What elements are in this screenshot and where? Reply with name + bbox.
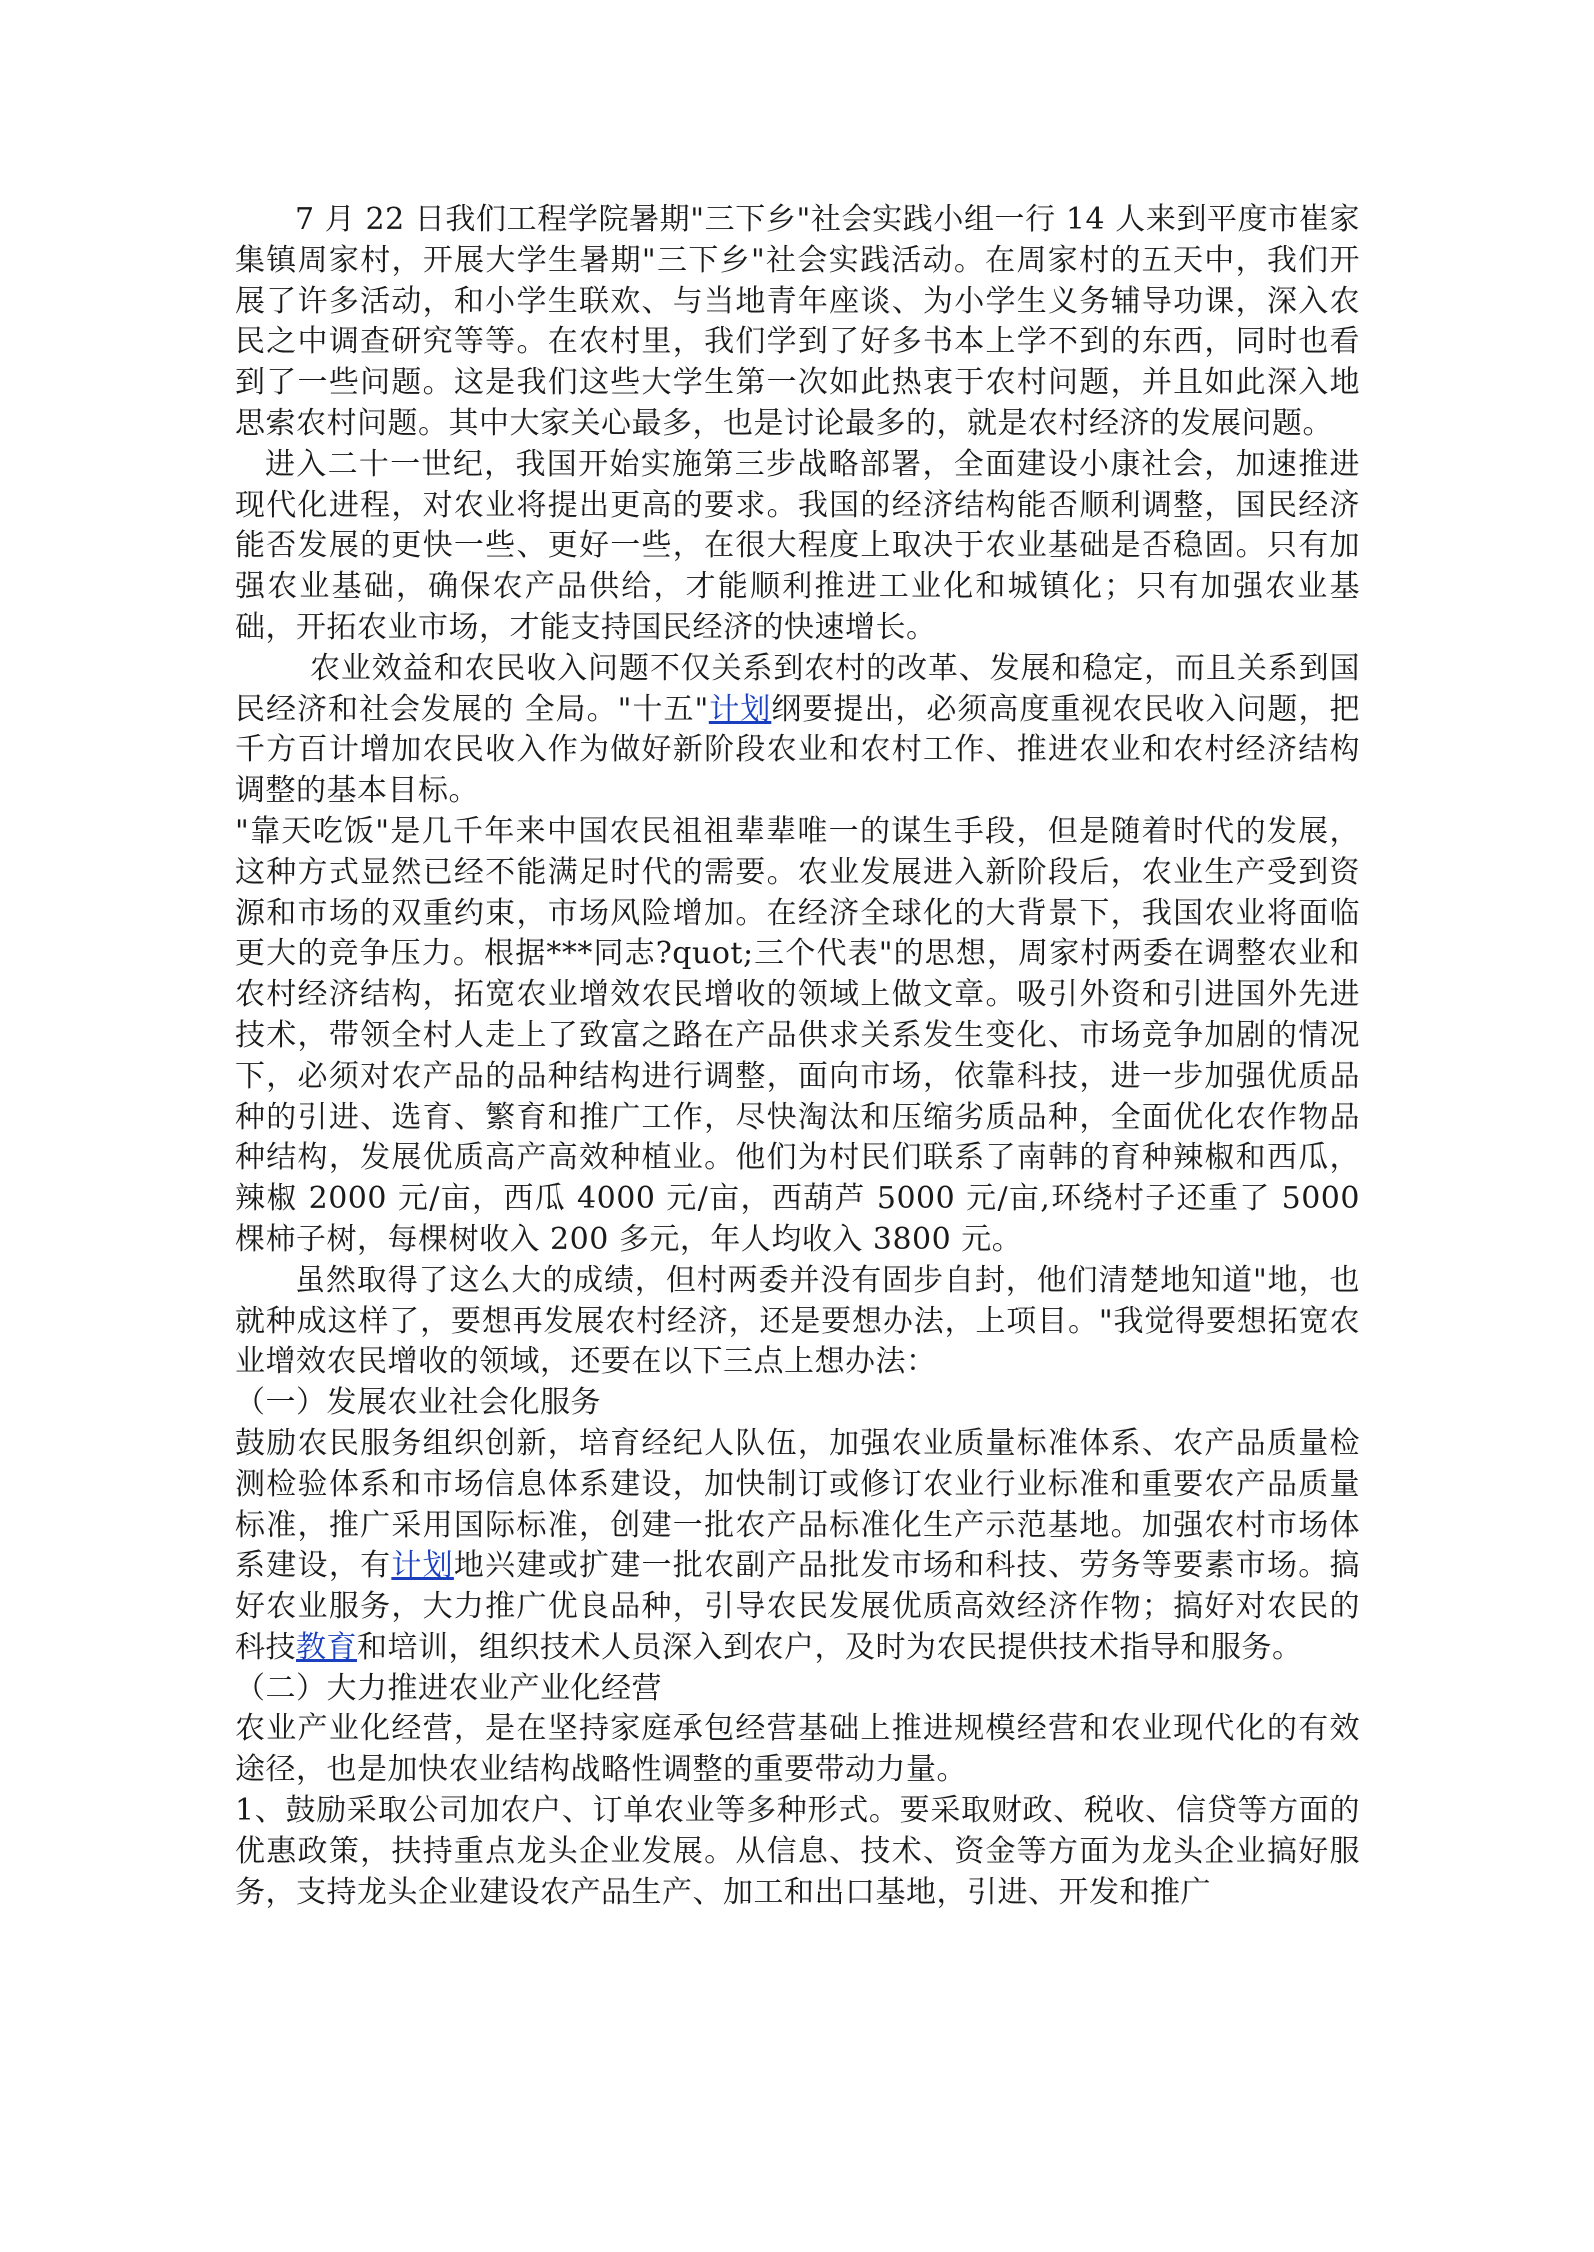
- paragraph-social-services: [235, 1424, 1360, 1669]
- paragraph-farmer-income: [235, 649, 1360, 812]
- paragraph-text: 鼓励农民服务组织创新，培育经纪人队伍，加强农业质量标准体系、农产品质量检测检验体系和市场信息体系建设，加快制订或修订农业行业标准和重要农产品质量标准，推广采用国际标准，创建一批农产品标准化生产示范基地。加强农村市场体系建设，有: [235, 1425, 1360, 1584]
- education-link[interactable]: 教育: [296, 1629, 357, 1665]
- plan-link[interactable]: 计划: [391, 1548, 454, 1584]
- section-heading-1: （一）发展农业社会化服务: [235, 1385, 601, 1421]
- paragraph-achievements: 虽然取得了这么大的成绩，但村两委并没有固步自封，他们清楚地知道"地，也就种成这样了，要想再发展农村经济，还是要想办法，上项目。"我觉得要想拓宽农业增效农民增收的领域，还要在以下三点上想办法：: [235, 1262, 1360, 1380]
- paragraph-text: 纲要提出，必须高度重视农民收入问题，把千方百计增加农民收入作为做好新阶段农业和农村工作、推进农业和农村经济结构调整的基本目标。: [235, 691, 1361, 809]
- paragraph-intro: 7 月 22 日我们工程学院暑期"三下乡"社会实践小组一行 14 人来到平度市崔家集镇周家村，开展大学生暑期"三下乡"社会实践活动。在周家村的五天中，我们开展了许多活动，和小学生联欢、与当地青年座谈、为小学生义务辅导功课，深入农民之中调查研究等等。在农村里，我们学到了好多书本上学不到的东西，同时也看到了一些问题。这是我们这些大学生第一次如此热衷于农村问题，并且如此深入地思索农村问题。其中大家关心最多，也是讨论最多的，就是农村经济的发展问题。: [235, 202, 1360, 441]
- paragraph-text: 地兴建或扩建一批农副产品批发市场和科技、劳务等要素市场。搞好农业服务，大力推广优良品种，引导农民发展优质高效经济作物；搞好对农民的科技: [235, 1548, 1361, 1665]
- section-heading-2: （二）大力推进农业产业化经营: [235, 1670, 662, 1706]
- paragraph-industrialization: 农业产业化经营，是在坚持家庭承包经营基础上推进规模经营和农业现代化的有效途径，也是加快农业结构战略性调整的重要带动力量。: [235, 1711, 1360, 1788]
- plan-link[interactable]: 计划: [708, 691, 772, 727]
- paragraph-text: 和培训，组织技术人员深入到农户，及时为农民提供技术指导和服务。: [357, 1629, 1303, 1665]
- paragraph-item-1: 1、鼓励采取公司加农户、订单农业等多种形式。要采取财政、税收、信贷等方面的优惠政策，扶持重点龙头企业发展。从信息、技术、资金等方面为龙头企业搞好服务，支持龙头企业建设农产品生产、加工和出口基地，引进、开发和推广: [235, 1793, 1360, 1910]
- paragraph-rely-on-weather: "靠天吃饭"是几千年来中国农民祖祖辈辈唯一的谋生手段，但是随着时代的发展，这种方式显然已经不能满足时代的需要。农业发展进入新阶段后，农业生产受到资源和市场的双重约束，市场风险增加。在经济全球化的大背景下，我国农业将面临更大的竞争压力。根据***同志?quot;三个代表"的思想，周家村两委在调整农业和农村经济结构，拓宽农业增效农民增收的领域上做文章。吸引外资和引进国外先进技术，带领全村人走上了致富之路在产品供求关系发生变化、市场竞争加剧的情况下，必须对农产品的品种结构进行调整，面向市场，依靠科技，进一步加强优质品种的引进、选育、繁育和推广工作，尽快淘汰和压缩劣质品种，全面优化农作物品种结构，发展优质高产高效种植业。他们为村民们联系了南韩的育种辣椒和西瓜，辣椒 2000 元/亩，西瓜 4000 元/亩，西葫芦 5000 元/亩,环绕村子还重了 5000 棵柿子树，每棵树收入 200 多元，年人均收入 3800 元。: [235, 813, 1360, 1257]
- document-page: [235, 200, 1360, 1913]
- paragraph-text: 农业效益和农民收入问题不仅关系到农村的改革、发展和稳定，而且关系到国民经济和社会发展的 全局。"十五": [235, 650, 1360, 727]
- paragraph-21st-century: 进入二十一世纪，我国开始实施第三步战略部署，全面建设小康社会，加速推进现代化进程，对农业将提出更高的要求。我国的经济结构能否顺利调整，国民经济能否发展的更快一些、更好一些，在很大程度上取决于农业基础是否稳固。只有加强农业基础，确保农产品供给，才能顺利推进工业化和城镇化；只有加强农业基础，开拓农业市场，才能支持国民经济的快速增长。: [235, 446, 1360, 645]
